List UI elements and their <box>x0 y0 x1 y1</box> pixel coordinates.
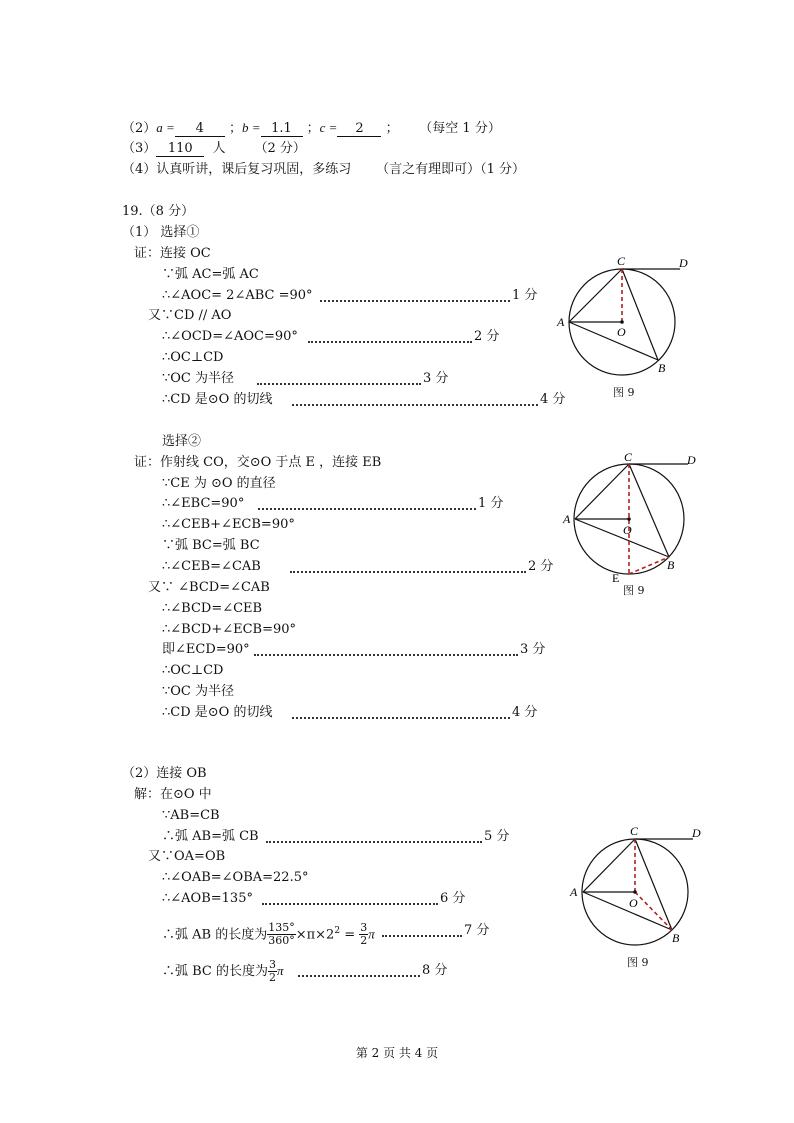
label-c: C <box>630 824 639 838</box>
q19-choice2-head: 选择② <box>162 434 202 449</box>
proof2-line: 即∠ECD=90° <box>162 642 250 657</box>
score-mark: 1 分 <box>512 288 538 303</box>
proof1-line: ∴OC⊥CD <box>162 350 224 365</box>
label-o: O <box>617 325 626 339</box>
proof2-line: ∵CE 为 ⊙O 的直径 <box>162 476 276 491</box>
score-mark: 1 分 <box>478 496 504 511</box>
q19-part1-head: （1） 选择① <box>122 225 200 240</box>
label-b: B <box>658 361 666 375</box>
q18-part3-line: （3） 110 人 （2 分） <box>122 141 306 156</box>
score-leader <box>292 717 510 719</box>
figure-caption: 图 9 <box>623 584 645 597</box>
solution-line: 解：在⊙O 中 <box>134 787 212 802</box>
proof1-line: ∵弧 AC=弧 AC <box>162 267 259 282</box>
answer-blank-a: 4 <box>175 121 225 137</box>
score-leader <box>266 841 482 843</box>
score-mark: 8 分 <box>422 963 448 978</box>
answer-blank-people: 110 <box>156 141 204 157</box>
center-point <box>627 517 631 521</box>
label-o: O <box>629 896 638 910</box>
proof1-line: ∵OC 为半径 <box>162 371 235 386</box>
page-footer: 第 2 页 共 4 页 <box>355 1046 439 1060</box>
score-leader <box>320 300 510 302</box>
arc-ab-length-line: ∴弧 AB 的长度为 $\frac{135^\circ}{360^\circ}$ $\times\pi\times 2^2$ = $\frac{3}{2}$ π <box>162 921 375 948</box>
score-mark: 4 分 <box>512 705 538 720</box>
dashed-eb <box>629 557 669 574</box>
segment-ac <box>575 464 629 519</box>
proof1-line: ∴CD 是⊙O 的切线 <box>162 392 273 407</box>
label-d: D <box>692 826 701 840</box>
score-leader <box>254 654 518 656</box>
q19-header: 19.（8 分） <box>122 204 195 219</box>
figure-9-choice1 <box>552 252 688 392</box>
label-a: A <box>570 885 578 899</box>
score-leader <box>290 571 526 573</box>
proof2-line: ∴∠EBC=90° <box>162 496 245 511</box>
label-b: B <box>672 931 680 945</box>
label-b: B <box>667 558 675 572</box>
proof1-line: ∴∠AOC= 2∠ABC =90° <box>162 288 313 303</box>
proof2-line: ∴∠BCD+∠ECB=90° <box>162 622 297 637</box>
proof2-line: ∴∠CEB=∠CAB <box>162 559 261 574</box>
score-mark: 3 分 <box>520 642 546 657</box>
figure-caption: 图 9 <box>613 386 635 399</box>
score-mark: 2 分 <box>528 559 554 574</box>
fraction-result: $\frac{3}{2}$ <box>360 921 368 948</box>
label-a: A <box>563 512 571 526</box>
label-e: E <box>612 571 620 585</box>
label-d: D <box>687 453 696 467</box>
solution-line: ∴∠AOB=135° <box>162 891 253 906</box>
proof2-line: ∵弧 BC=弧 BC <box>162 538 260 553</box>
score-leader <box>298 975 420 977</box>
score-mark: 7 分 <box>464 923 490 938</box>
score-leader <box>258 508 476 510</box>
figure-caption: 图 9 <box>627 956 649 969</box>
q18-part2-line: （2）a = 4 ；b = 1.1 ；c = 2 ； （每空 1 分） <box>122 120 501 136</box>
figure-9-choice2 <box>560 450 700 585</box>
score-mark: 3 分 <box>423 371 449 386</box>
label-o: O <box>623 523 632 537</box>
label-a: A <box>557 315 565 329</box>
proof2-line: ∴∠CEB+∠ECB=90° <box>162 517 295 532</box>
score-mark: 4 分 <box>540 392 566 407</box>
solution-line: ∴∠OAB=∠OBA=22.5° <box>162 870 309 885</box>
answer-blank-b: 1.1 <box>261 121 303 137</box>
proof1-line: ∴∠OCD=∠AOC=90° <box>162 329 298 344</box>
solution-line: 又∵OA=OB <box>148 849 226 864</box>
fraction-result: $\frac{3}{2}$ <box>269 958 277 984</box>
score-leader <box>382 935 462 937</box>
score-mark: 5 分 <box>484 829 510 844</box>
center-point <box>620 320 624 324</box>
proof1-line: 又∵CD // AO <box>148 308 232 323</box>
solution-line: ∵AB=CB <box>162 808 220 823</box>
score-leader <box>262 903 438 905</box>
proof2-line: ∵OC 为半径 <box>162 684 235 699</box>
fraction-angle: $\frac{135^\circ}{360^\circ}$ <box>268 921 295 948</box>
label-d: D <box>679 256 688 270</box>
figure-9-part2 <box>566 824 706 954</box>
score-leader <box>292 404 538 406</box>
proof2-line: ∴CD 是⊙O 的切线 <box>162 705 273 720</box>
proof2-line: ∴OC⊥CD <box>162 663 224 678</box>
segment-ac <box>569 269 622 322</box>
proof1-line: 证：连接 OC <box>134 246 211 261</box>
label-c: C <box>617 254 626 268</box>
score-mark: 2 分 <box>474 329 500 344</box>
dashed-ob <box>635 892 672 930</box>
proof2-line: 又∵ ∠BCD=∠CAB <box>148 580 270 595</box>
arc-bc-length-line: ∴弧 BC 的长度为 $\frac{3}{2}$ π <box>162 958 284 984</box>
label-c: C <box>624 450 633 464</box>
proof2-line: 证：作射线 CO，交⊙O 于点 E ，连接 EB <box>134 455 382 470</box>
q18-part4-line: （4）认真听讲，课后复习巩固，多练习 （言之有理即可）（1 分） <box>122 162 525 177</box>
solution-line: ∴弧 AB=弧 CB <box>162 829 259 844</box>
q19-part2-head: （2）连接 OB <box>122 766 207 781</box>
answer-blank-c: 2 <box>337 121 381 137</box>
center-point <box>633 890 637 894</box>
proof2-line: ∴∠BCD=∠CEB <box>162 601 263 616</box>
score-leader <box>257 383 421 385</box>
score-mark: 6 分 <box>440 891 466 906</box>
score-leader <box>308 341 472 343</box>
segment-ac <box>583 839 635 892</box>
